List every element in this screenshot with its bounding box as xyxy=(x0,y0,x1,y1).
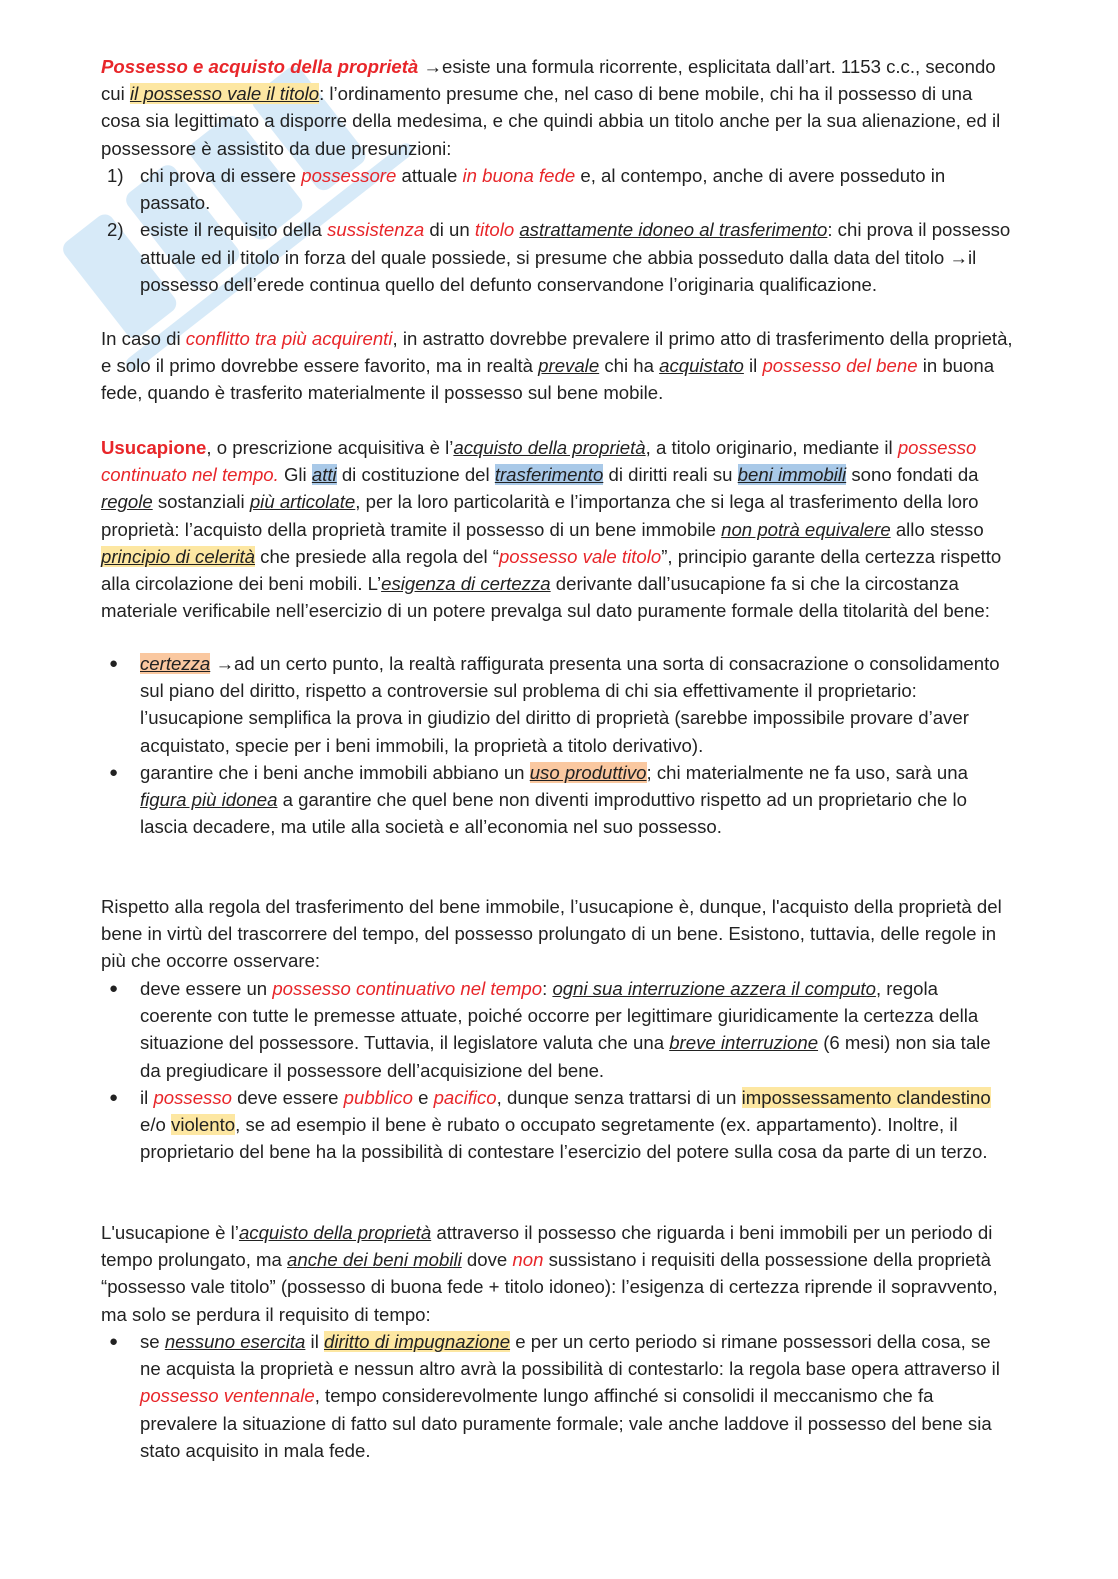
bullet-icon: ● xyxy=(109,1088,119,1106)
list-item: ● garantire che i beni anche immobili abbiano un uso produttivo; chi materialmente ne fa uso, sarà una figura più idonea a garantire che quel bene non diventi improduttivo rispetto ad un proprietario che lo lascia decadere, ma utile alla società e all’economia nel suo possesso. xyxy=(101,759,1013,841)
list-item: 1) chi prova di essere possessore attuale in buona fede e, al contempo, anche di avere posseduto in passato. xyxy=(107,165,946,214)
rules-list xyxy=(101,975,1013,1165)
section-title: Usucapione xyxy=(101,437,207,458)
certainty-list xyxy=(101,1328,1013,1464)
rules-paragraph: Rispetto alla regola del trasferimento del bene immobile, l’usucapione è, dunque, l'acquisto della proprietà del bene in virtù del trascorrere del tempo, del possesso prolungato di un bene. Esistono, tuttavia, delle regole in più che occorre osservare: xyxy=(101,896,1002,972)
bullet-icon: ● xyxy=(109,763,119,781)
list-item: 2) esiste il requisito della sussistenza di un titolo astrattamente idoneo al trasferimento: chi prova il possesso attuale ed il titolo in forza del quale possiede, si presume che abbia posseduto dalla data del titolo →il possesso dell’erede continua quello del defunto conservandone l’originaria qualificazione. xyxy=(107,219,1011,295)
presumptions-list xyxy=(101,162,1013,298)
usucapione-paragraph: Usucapione, o prescrizione acquisitiva è l’acquisto della proprietà, a titolo originario, mediante il possesso continuato nel tempo. Gli atti di costituzione del trasferimento di diritti reali su beni immobili sono fondati da regole sostanziali più articolate, per la loro particolarità e l’importanza che si lega al trasferimento della loro proprietà: l’acquisto della proprietà tramite il possesso di un bene immobile non potrà equivalere allo stesso principio di celerità che presiede alla regola del “possesso vale titolo”, principio garante della certezza rispetto alla circolazione dei beni mobili. L’esigenza di certezza derivante dall’usucapione fa si che la circostanza materiale verificabile nell’esercizio di un potere prevalga sul dato puramente formale della titolarità del bene: xyxy=(101,437,1002,622)
list-item: ● il possesso deve essere pubblico e pacifico, dunque senza trattarsi di un impossessamento clandestino e/o violento, se ad esempio il bene è rubato o occupato segretamente (ex. appartamento). Inoltre, il proprietario del bene ha la possibilità di contestare l’esercizio del potere sulla cosa da parte di un terzo. xyxy=(101,1084,1013,1166)
section-title: Possesso e acquisto della proprietà xyxy=(101,56,419,77)
bullet-icon: ● xyxy=(109,655,119,672)
conflict-paragraph: In caso di conflitto tra più acquirenti, in astratto dovrebbe prevalere il primo atto di trasferimento della proprietà, e solo il primo dovrebbe essere favorito, ma in realtà prevale chi ha acquistato il possesso del bene in buona fede, quando è trasferito materialmente il possesso sul bene mobile. xyxy=(101,328,1013,404)
list-item: ● deve essere un possesso continuativo nel tempo: ogni sua interruzione azzera il computo, regola coerente con tutte le premesse attuate, poiché occorre per legittimare giuridicamente la certezza della situazione del possessore. Tuttavia, il legislatore valuta che una breve interruzione (6 mesi) non sia tale da pregiudicare il possessore dell’acquisizione del bene. xyxy=(101,975,1013,1084)
bullet-icon: ● xyxy=(109,980,119,997)
section-possesso-paragraph: Possesso e acquisto della proprietà →esiste una formula ricorrente, esplicitata dall’art. 1153 c.c., secondo cui il possesso vale il titolo: l’ordinamento presume che, nel caso di bene mobile, chi ha il possesso di una cosa sia legittimato a disporre della medesima, e che quindi abbia un titolo anche per la sua alienazione, ed il possessore è assistito da due presunzioni: xyxy=(101,56,1001,159)
list-item: ● certezza →ad un certo punto, la realtà raffigurata presenta una sorta di consacrazione o consolidamento sul piano del diritto, rispetto a controversie sul problema di chi sia effettivamente il proprietario: l’usucapione semplifica la prova in giudizio del diritto di proprietà (sarebbe impossibile provare d’aver acquistato, specie per i beni immobili, la proprietà a titolo derivativo). xyxy=(101,650,1013,759)
mobili-paragraph: L'usucapione è l’acquisto della proprietà attraverso il possesso che riguarda i beni immobili per un periodo di tempo prolungato, ma anche dei beni mobili dove non sussistano i requisiti della possessione della proprietà “possesso vale titolo” (possesso di buona fede + titolo idoneo): l’esigenza di certezza riprende il sopravvento, ma solo se perdura il requisito di tempo: xyxy=(101,1222,998,1325)
bullet-icon: ● xyxy=(109,1333,119,1350)
list-item: ● se nessuno esercita il diritto di impugnazione e per un certo periodo si rimane possessori della cosa, se ne acquista la proprietà e nessun altro avrà la possibilità di contestarlo: la regola base opera attraverso il possesso ventennale, tempo considerevolmente lungo affinché si consolidi il meccanismo che fa prevalere la situazione di fatto sul dato puramente formale; vale anche laddove il possesso del bene sia stato acquisito in mala fede. xyxy=(101,1328,1013,1464)
usucapione-reasons-list xyxy=(101,650,1013,840)
